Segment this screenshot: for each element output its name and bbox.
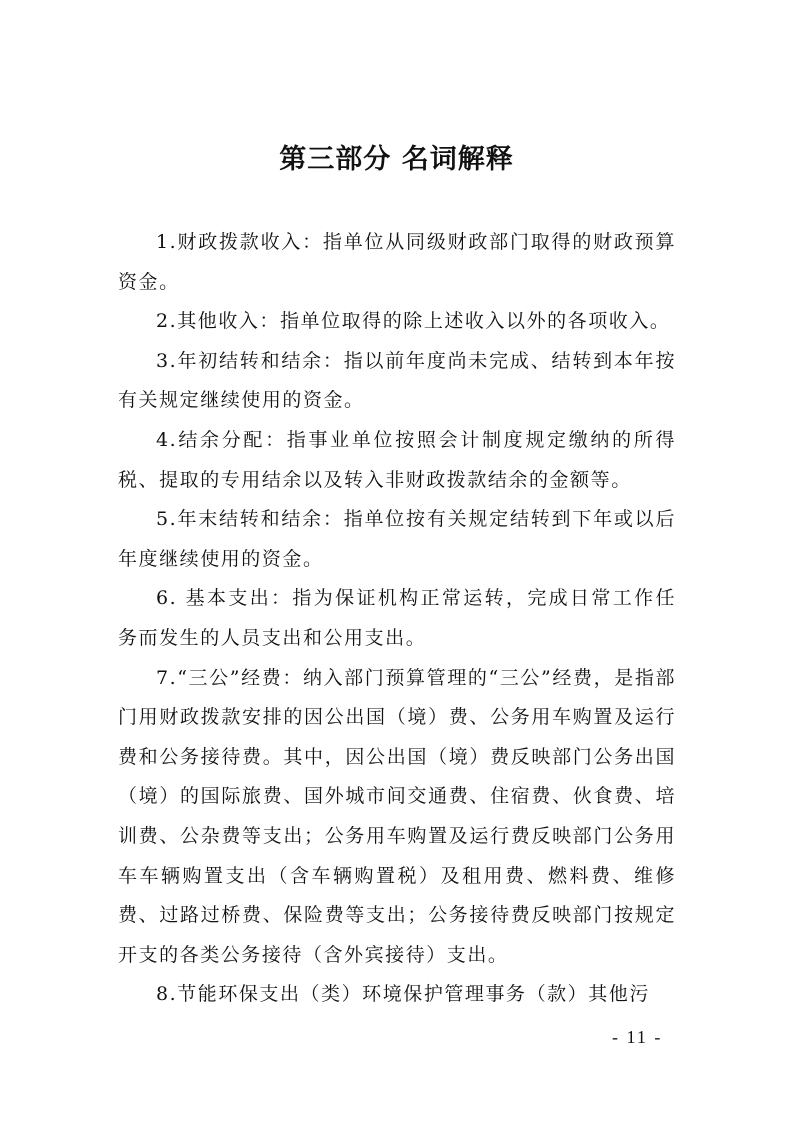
paragraph-5: 5.年末结转和结余：指单位按有关规定结转到下年或以后年度继续使用的资金。 [118, 508, 676, 570]
paragraph-1: 1.财政拨款收入：指单位从同级财政部门取得的财政预算资金。 [118, 231, 676, 293]
paragraph-4: 4.结余分配：指事业单位按照会计制度规定缴纳的所得税、提取的专用结余以及转入非财政拨款结余的金额等。 [118, 428, 676, 491]
document-body [118, 223, 676, 1015]
paragraph-6: 6. 基本支出：指为保证机构正常运转，完成日常工作任务而发生的人员支出和公用支出。 [118, 587, 676, 649]
paragraph-8: 8.节能环保支出（类）环境保护管理事务（款）其他污 [156, 983, 650, 1006]
paragraph-2: 2.其他收入：指单位取得的除上述收入以外的各项收入。 [156, 310, 671, 333]
page-number: - 11 - [612, 1027, 663, 1047]
page-title: 第三部分 名词解释 [279, 144, 514, 175]
paragraph-3: 3.年初结转和结余：指以前年度尚未完成、结转到本年按有关规定继续使用的资金。 [118, 349, 676, 412]
paragraph-7: 7.“三公”经费：纳入部门预算管理的“三公”经费，是指部门用财政拨款安排的因公出国（境）费、公务用车购置及运行费和公务接待费。其中，因公出国（境）费反映部门公务出国（境）的国际旅费、国外城市间交通费、住宿费、伙食费、培训费、公杂费等支出；公务用车购置及运行费反映部门公务用车车辆购置支出（含车辆购置税）及租用费、燃料费、维修费、过路过桥费、保险费等支出；公务接待费反映部门按规定开支的各类公务接待（含外宾接待）支出。 [118, 666, 676, 966]
